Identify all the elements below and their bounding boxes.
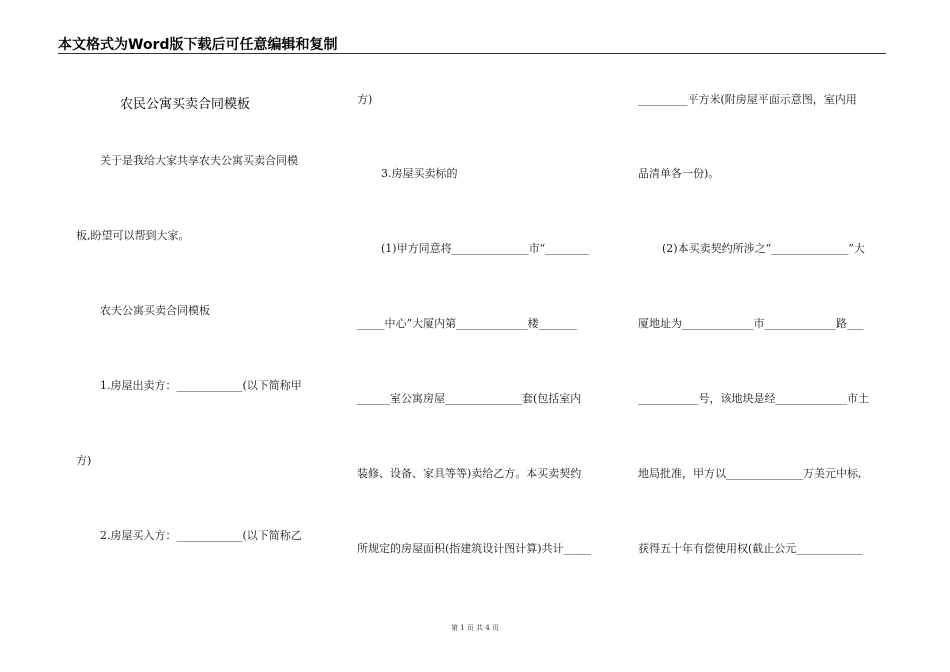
column2-line: _____中心”大厦内第_____________楼_______ — [357, 317, 578, 330]
column1-line: 板,盼望可以帮到大家。 — [76, 229, 190, 242]
column3-line: 品清单各一份)。 — [638, 167, 720, 180]
column3-line: 地局批准，甲方以______________万美元中标, — [638, 467, 862, 480]
column3-line: ___________号，该地块是经_____________市土 — [638, 392, 869, 405]
page-number-footer: 第 1 页 共 4 页 — [450, 624, 500, 632]
column2-line: ______室公寓房屋______________套(包括室内 — [357, 392, 582, 405]
column2-line: (1)甲方同意将______________市“________ — [381, 242, 590, 255]
column1-line: 1.房屋出卖方：____________(以下简称甲 — [100, 379, 302, 392]
column2-line: 装修、设备、家具等等)卖给乙方。本买卖契约 — [357, 467, 582, 480]
column2-line: 所规定的房屋面积(指建筑设计图计算)共计_____ — [357, 542, 592, 555]
column3-line: 厦地址为_____________市_____________路___ — [638, 317, 864, 330]
document-header-banner: 本文格式为Word版下载后可任意编辑和复制 — [58, 37, 338, 53]
document-title: 农民公寓买卖合同模板 — [120, 97, 251, 112]
header-divider — [58, 53, 886, 54]
column1-line: 农夫公寓买卖合同模板 — [100, 304, 210, 317]
column2-line: 方) — [357, 93, 373, 106]
column2-line: 3.房屋买卖标的 — [381, 167, 458, 180]
column1-line: 关于是我给大家共享农夫公寓买卖合同模 — [100, 154, 298, 167]
column3-line: (2)本买卖契约所涉之“______________”大 — [662, 242, 865, 255]
column3-line: 获得五十年有偿使用权(截止公元____________ — [638, 542, 863, 555]
column1-line: 方) — [76, 454, 92, 467]
column1-line: 2.房屋买入方：____________(以下简称乙 — [100, 529, 302, 542]
column3-line: _________平方米(附房屋平面示意图，室内用 — [638, 93, 857, 106]
